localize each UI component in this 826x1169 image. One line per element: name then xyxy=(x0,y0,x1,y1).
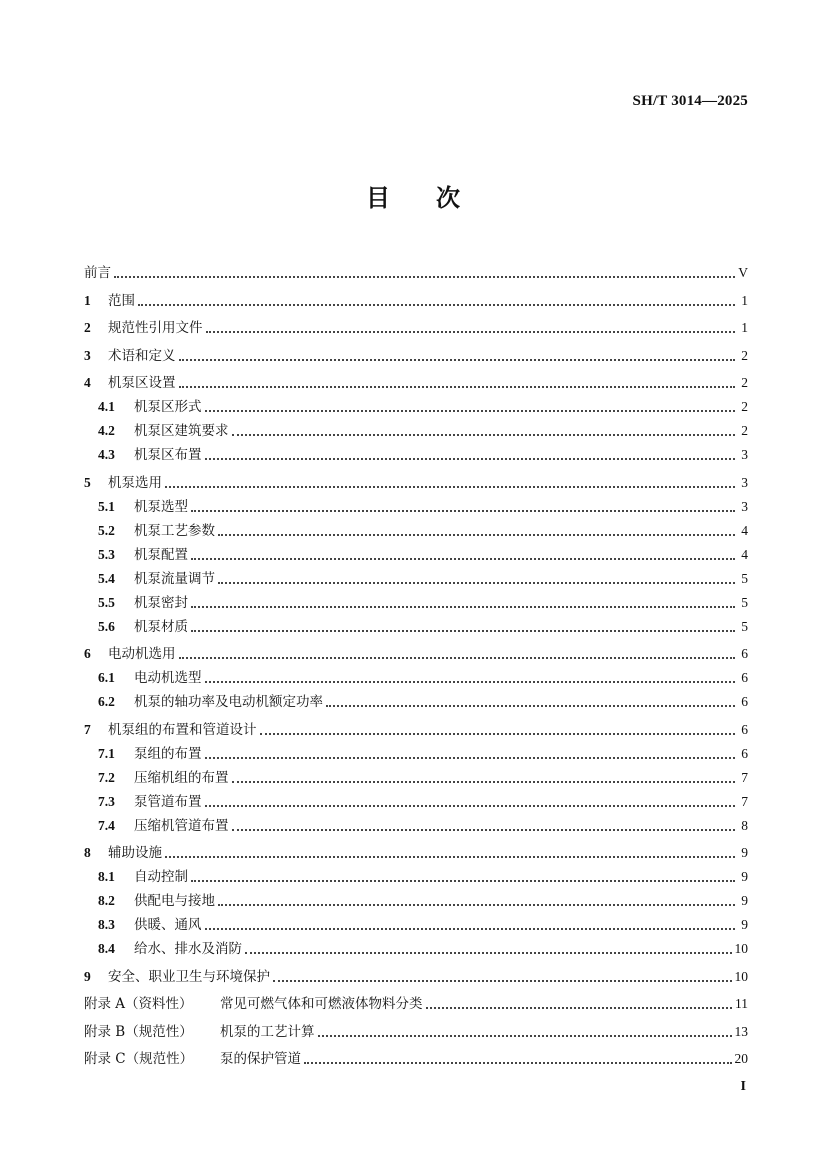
toc-entry-title: 辅助设施 xyxy=(108,845,162,861)
toc-entry-page: 4 xyxy=(741,546,748,562)
toc-entry[interactable] xyxy=(84,612,748,636)
dot-leader xyxy=(165,486,735,488)
dot-leader xyxy=(165,856,735,858)
toc-entry-number: 8.1 xyxy=(98,869,115,884)
toc-entry-title: 机泵材质 xyxy=(134,618,188,635)
toc-entry-page: 1 xyxy=(741,320,748,335)
toc-entry-page: 5 xyxy=(741,570,748,586)
toc-entry[interactable] xyxy=(84,1017,748,1041)
toc-entry-title: 压缩机管道布置 xyxy=(134,817,229,834)
toc-entry-number: 附录 A（资料性） xyxy=(84,996,193,1012)
toc-entry-title: 给水、排水及消防 xyxy=(134,941,242,957)
toc-entry-number: 8 xyxy=(84,845,91,860)
toc-entry-title: 自动控制 xyxy=(134,869,188,885)
dot-leader xyxy=(191,880,735,882)
toc-entry-page: 6 xyxy=(741,646,748,661)
toc-entry[interactable] xyxy=(84,564,748,588)
dot-leader xyxy=(273,980,732,982)
toc-entry-page: 6 xyxy=(741,694,748,709)
toc-entry-title: 泵组的布置 xyxy=(134,745,202,762)
toc-entry-page: 13 xyxy=(734,1023,748,1039)
toc-entry-title: 机泵选型 xyxy=(134,498,188,515)
toc-entry[interactable] xyxy=(84,1044,748,1068)
toc-entry-number: 2 xyxy=(84,320,91,335)
dot-leader xyxy=(179,359,736,361)
toc-entry[interactable] xyxy=(84,516,748,540)
dot-leader xyxy=(191,606,735,608)
dot-leader xyxy=(232,829,736,831)
toc-title-left: 目 xyxy=(366,184,390,212)
dot-leader xyxy=(318,1035,732,1037)
table-of-contents xyxy=(84,258,748,1068)
dot-leader xyxy=(426,1007,733,1009)
toc-entry-page: 2 xyxy=(741,399,748,414)
toc-entry-title: 供配电与接地 xyxy=(134,893,215,909)
toc-entry-number: 5.1 xyxy=(98,498,115,514)
toc-entry-number: 7.1 xyxy=(98,745,115,761)
toc-entry-title: 机泵区设置 xyxy=(108,375,176,391)
dot-leader xyxy=(205,928,736,930)
toc-entry-number: 7 xyxy=(84,721,91,737)
toc-entry[interactable] xyxy=(84,313,748,337)
toc-entry[interactable] xyxy=(84,811,748,835)
toc-entry-title: 机泵配置 xyxy=(134,546,188,563)
toc-entry-title: 机泵工艺参数 xyxy=(134,522,215,539)
toc-entry[interactable] xyxy=(84,862,748,886)
toc-entry-page: 8 xyxy=(741,817,748,833)
toc-entry-number: 附录 B（规范性） xyxy=(84,1023,193,1040)
toc-entry-title: 供暖、通风 xyxy=(134,917,202,933)
toc-entry-title: 机泵组的布置和管道设计 xyxy=(108,721,257,738)
document-code: SH/T 3014—2025 xyxy=(632,93,748,109)
toc-entry-number: 6.2 xyxy=(98,694,115,709)
toc-entry[interactable] xyxy=(84,416,748,440)
toc-entry[interactable] xyxy=(84,588,748,612)
toc-entry-page: 6 xyxy=(741,745,748,761)
toc-entry[interactable] xyxy=(84,962,748,986)
toc-entry-page: 4 xyxy=(741,522,748,538)
toc-entry-page: 7 xyxy=(741,793,748,809)
toc-entry-page: 7 xyxy=(741,769,748,785)
dot-leader xyxy=(232,781,736,783)
toc-entry-number: 6.1 xyxy=(98,670,115,685)
toc-entry-title: 机泵区形式 xyxy=(134,399,202,415)
toc-entry-title: 机泵区布置 xyxy=(134,447,202,463)
toc-entry-number: 5.3 xyxy=(98,546,115,562)
toc-entry-page: 5 xyxy=(741,618,748,634)
toc-entry-number: 7.4 xyxy=(98,817,115,833)
toc-entry-page: 10 xyxy=(734,941,748,956)
toc-entry[interactable] xyxy=(84,492,748,516)
toc-entry-title: 前言 xyxy=(84,265,111,281)
dot-leader xyxy=(260,733,736,735)
toc-entry[interactable] xyxy=(84,341,748,365)
toc-entry-number: 附录 C（规范性） xyxy=(84,1051,194,1067)
toc-entry-page: 9 xyxy=(741,893,748,908)
dot-leader xyxy=(191,630,735,632)
dot-leader xyxy=(245,952,732,954)
dot-leader xyxy=(114,276,735,278)
toc-entry-title: 安全、职业卫生与环境保护 xyxy=(108,968,270,985)
toc-entry-page: 11 xyxy=(735,996,748,1011)
toc-entry-page: 1 xyxy=(741,292,748,308)
toc-entry[interactable] xyxy=(84,886,748,910)
dot-leader xyxy=(191,510,735,512)
toc-entry[interactable] xyxy=(84,540,748,564)
toc-entry-number: 4.1 xyxy=(98,399,115,414)
toc-entry-number: 8.4 xyxy=(98,941,115,956)
toc-entry-page: 20 xyxy=(734,1051,748,1066)
toc-entry[interactable] xyxy=(84,787,748,811)
dot-leader xyxy=(138,304,735,306)
toc-entry-title: 机泵的轴功率及电动机额定功率 xyxy=(134,694,323,710)
toc-entry[interactable] xyxy=(84,934,748,958)
toc-title-right: 次 xyxy=(436,184,460,212)
toc-entry-number: 3 xyxy=(84,347,91,363)
toc-entry-number: 8.2 xyxy=(98,893,115,908)
dot-leader xyxy=(191,558,735,560)
toc-entry-title: 范围 xyxy=(108,292,135,309)
toc-entry[interactable] xyxy=(84,468,748,492)
dot-leader xyxy=(205,681,736,683)
toc-entry-title: 机泵密封 xyxy=(134,594,188,611)
dot-leader xyxy=(304,1062,732,1064)
toc-entry-number: 5.5 xyxy=(98,594,115,610)
toc-entry[interactable] xyxy=(84,838,748,862)
toc-entry-number: 5.4 xyxy=(98,570,115,586)
toc-entry-title: 机泵选用 xyxy=(108,474,162,491)
toc-entry-page: 2 xyxy=(741,347,748,363)
toc-entry-number: 5 xyxy=(84,474,91,490)
dot-leader xyxy=(205,805,736,807)
dot-leader xyxy=(326,705,735,707)
page-number: I xyxy=(740,1079,746,1094)
toc-entry[interactable] xyxy=(84,368,748,392)
toc-entry-number: 4 xyxy=(84,375,91,390)
dot-leader xyxy=(218,582,735,584)
toc-entry-page: 9 xyxy=(741,845,748,860)
toc-entry-title: 泵管道布置 xyxy=(134,793,202,810)
toc-entry-title: 压缩机组的布置 xyxy=(134,769,229,786)
toc-entry[interactable] xyxy=(84,639,748,663)
toc-entry-page: 2 xyxy=(741,423,748,438)
toc-entry-page: 2 xyxy=(741,375,748,390)
toc-entry-page: 9 xyxy=(741,869,748,884)
toc-entry-page: 9 xyxy=(741,917,748,932)
toc-entry[interactable] xyxy=(84,392,748,416)
toc-entry-title: 机泵区建筑要求 xyxy=(134,423,229,439)
toc-entry-number: 5.2 xyxy=(98,522,115,538)
toc-entry-title: 泵的保护管道 xyxy=(220,1051,301,1067)
toc-entry-number: 8.3 xyxy=(98,917,115,932)
dot-leader xyxy=(205,757,736,759)
toc-entry-number: 4.3 xyxy=(98,447,115,462)
toc-entry[interactable] xyxy=(84,910,748,934)
toc-title xyxy=(0,178,826,213)
toc-entry-number: 7.2 xyxy=(98,769,115,785)
toc-entry-page: 6 xyxy=(741,670,748,685)
dot-leader xyxy=(179,657,736,659)
toc-entry[interactable] xyxy=(84,258,748,282)
dot-leader xyxy=(218,904,735,906)
toc-entry-page: 5 xyxy=(741,594,748,610)
toc-entry-page: 10 xyxy=(734,968,748,984)
toc-entry[interactable] xyxy=(84,286,748,310)
dot-leader xyxy=(205,458,736,460)
toc-entry-page: 6 xyxy=(741,721,748,737)
toc-entry-title: 机泵的工艺计算 xyxy=(220,1023,315,1040)
toc-entry-title: 电动机选用 xyxy=(108,646,176,662)
dot-leader xyxy=(179,386,736,388)
toc-entry-title: 常见可燃气体和可燃液体物料分类 xyxy=(220,996,423,1012)
toc-entry-number: 1 xyxy=(84,292,91,308)
toc-entry-number: 5.6 xyxy=(98,618,115,634)
toc-entry[interactable] xyxy=(84,989,748,1013)
toc-entry[interactable] xyxy=(84,739,748,763)
toc-entry[interactable] xyxy=(84,663,748,687)
dot-leader xyxy=(232,434,736,436)
toc-entry-title: 电动机选型 xyxy=(134,670,202,686)
toc-entry-page: V xyxy=(738,265,748,280)
toc-entry-page: 3 xyxy=(741,498,748,514)
toc-entry-page: 3 xyxy=(741,474,748,490)
dot-leader xyxy=(205,410,736,412)
toc-entry-title: 规范性引用文件 xyxy=(108,320,203,336)
toc-entry-page: 3 xyxy=(741,447,748,462)
toc-entry-number: 6 xyxy=(84,646,91,661)
toc-entry-title: 机泵流量调节 xyxy=(134,570,215,587)
toc-entry-number: 9 xyxy=(84,968,91,984)
toc-entry[interactable] xyxy=(84,440,748,464)
toc-entry[interactable] xyxy=(84,687,748,711)
dot-leader xyxy=(206,331,736,333)
toc-entry-number: 7.3 xyxy=(98,793,115,809)
toc-entry-title: 术语和定义 xyxy=(108,347,176,364)
dot-leader xyxy=(218,534,735,536)
toc-entry[interactable] xyxy=(84,763,748,787)
toc-entry-number: 4.2 xyxy=(98,423,115,438)
toc-entry[interactable] xyxy=(84,715,748,739)
